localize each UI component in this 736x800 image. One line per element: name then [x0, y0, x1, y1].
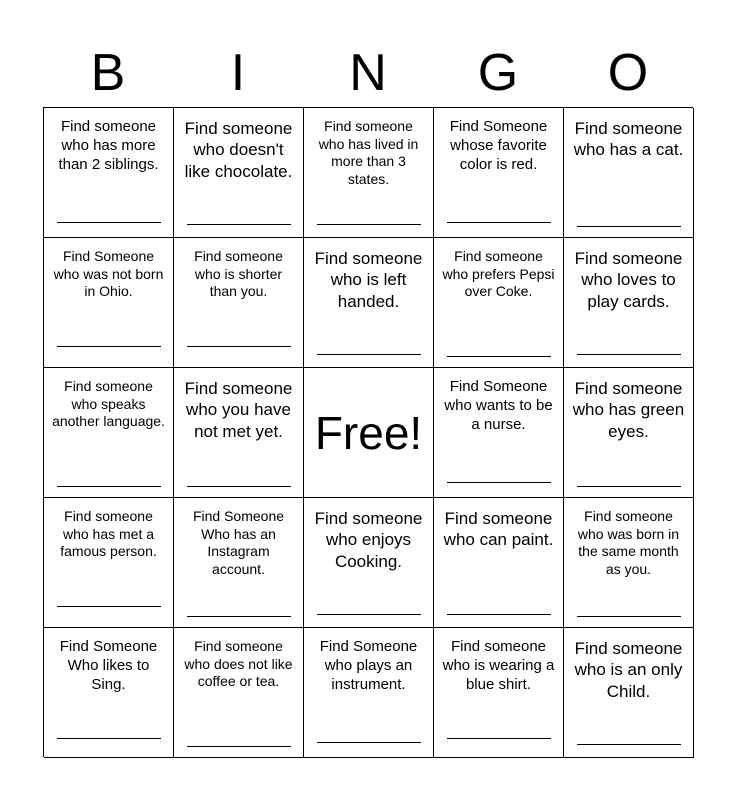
cell-prompt: Find someone who has met a famous person. — [60, 508, 157, 559]
signature-line[interactable] — [187, 346, 291, 347]
cell-prompt: Find someone who enjoys Cooking. — [314, 509, 423, 571]
signature-line[interactable] — [447, 356, 551, 357]
bingo-cell[interactable] — [174, 498, 304, 628]
bingo-cell[interactable] — [44, 238, 174, 368]
header-letter-o: O — [607, 44, 649, 102]
cell-prompt: Find someone who is wearing a blue shirt. — [442, 638, 555, 693]
header-letter-g: G — [477, 44, 519, 102]
cell-prompt: Find Someone who wants to be a nurse. — [444, 378, 553, 433]
cell-prompt: Find someone who does not like coffee or tea. — [184, 638, 293, 689]
free-space-label: Free! — [314, 406, 423, 459]
cell-prompt: Find someone who has lived in more than 3 states. — [318, 118, 419, 187]
cell-prompt: Find someone who doesn't like chocolate. — [184, 119, 293, 181]
bingo-cell[interactable] — [304, 238, 434, 368]
cell-prompt: Find someone who has green eyes. — [572, 379, 685, 441]
header-letter-b: B — [90, 44, 126, 102]
bingo-cell[interactable] — [434, 368, 564, 498]
bingo-cell[interactable] — [434, 108, 564, 238]
signature-line[interactable] — [57, 738, 161, 739]
cell-prompt: Find someone who is an only Child. — [574, 639, 683, 701]
header-letter-i: I — [230, 44, 246, 102]
cell-prompt: Find someone who has a cat. — [573, 119, 684, 160]
bingo-cell[interactable] — [174, 368, 304, 498]
cell-prompt: Find someone who is left handed. — [314, 249, 423, 311]
bingo-header — [43, 40, 693, 106]
bingo-cell[interactable] — [564, 498, 694, 628]
cell-prompt: Find Someone Who has an Instagram account. — [192, 508, 285, 577]
cell-prompt: Find someone who prefers Pepsi over Coke. — [442, 248, 555, 299]
bingo-cell[interactable] — [564, 108, 694, 238]
signature-line[interactable] — [57, 606, 161, 607]
header-letter-n: N — [349, 44, 387, 102]
bingo-cell[interactable] — [304, 498, 434, 628]
signature-line[interactable] — [577, 226, 681, 227]
bingo-cell[interactable] — [44, 628, 174, 758]
signature-line[interactable] — [317, 224, 421, 225]
cell-prompt: Find Someone who plays an instrument. — [319, 638, 418, 693]
signature-line[interactable] — [317, 614, 421, 615]
signature-line[interactable] — [577, 486, 681, 487]
bingo-cell[interactable] — [174, 238, 304, 368]
bingo-cell[interactable] — [304, 628, 434, 758]
bingo-cell[interactable] — [434, 498, 564, 628]
signature-line[interactable] — [317, 742, 421, 743]
bingo-cell[interactable] — [44, 498, 174, 628]
signature-line[interactable] — [187, 746, 291, 747]
signature-line[interactable] — [447, 482, 551, 483]
signature-line[interactable] — [577, 616, 681, 617]
cell-prompt: Find someone who can paint. — [443, 509, 554, 550]
bingo-cell[interactable] — [174, 628, 304, 758]
cell-prompt: Find Someone who was not born in Ohio. — [53, 248, 164, 299]
cell-prompt: Find someone who was born in the same month as you. — [577, 508, 680, 577]
signature-line[interactable] — [577, 744, 681, 745]
bingo-cell[interactable] — [564, 628, 694, 758]
cell-prompt: Find someone who speaks another language. — [52, 378, 165, 429]
signature-line[interactable] — [577, 354, 681, 355]
bingo-cell[interactable] — [564, 238, 694, 368]
signature-line[interactable] — [317, 354, 421, 355]
cell-prompt: Find someone who is shorter than you. — [194, 248, 283, 299]
signature-line[interactable] — [447, 222, 551, 223]
bingo-cell[interactable] — [434, 628, 564, 758]
signature-line[interactable] — [57, 346, 161, 347]
bingo-cell[interactable] — [434, 238, 564, 368]
signature-line[interactable] — [57, 486, 161, 487]
cell-prompt: Find someone who has more than 2 siblings. — [58, 118, 159, 173]
cell-prompt: Find Someone whose favorite color is red. — [449, 118, 548, 173]
free-space-cell[interactable] — [304, 368, 434, 498]
bingo-grid — [43, 107, 693, 757]
signature-line[interactable] — [447, 738, 551, 739]
signature-line[interactable] — [187, 486, 291, 487]
bingo-cell[interactable] — [304, 108, 434, 238]
cell-prompt: Find someone who you have not met yet. — [184, 379, 293, 441]
bingo-cell[interactable] — [44, 368, 174, 498]
signature-line[interactable] — [57, 222, 161, 223]
signature-line[interactable] — [187, 616, 291, 617]
signature-line[interactable] — [187, 224, 291, 225]
bingo-cell[interactable] — [564, 368, 694, 498]
bingo-cell[interactable] — [174, 108, 304, 238]
signature-line[interactable] — [447, 614, 551, 615]
cell-prompt: Find someone who loves to play cards. — [574, 249, 683, 311]
bingo-cell[interactable] — [44, 108, 174, 238]
cell-prompt: Find Someone Who likes to Sing. — [59, 638, 158, 693]
